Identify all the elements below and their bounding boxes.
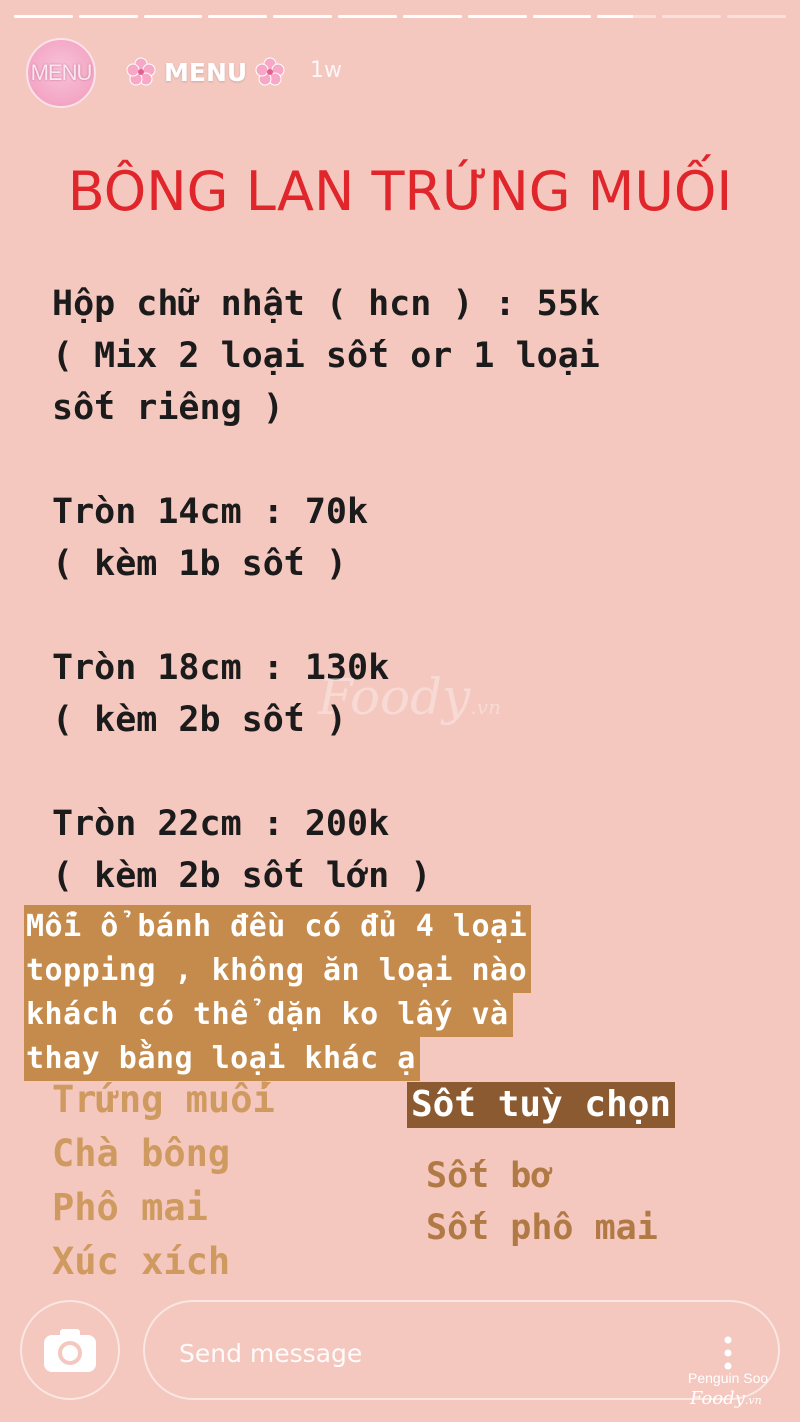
foody-watermark — [318, 668, 501, 726]
price-line: Tròn 18cm : 130k — [52, 648, 390, 688]
progress-fill — [468, 15, 527, 18]
send-message-field[interactable] — [143, 1300, 780, 1400]
topping-note — [24, 905, 531, 1081]
watermark-suffix: .vn — [470, 695, 501, 719]
foody-logo — [690, 1388, 762, 1409]
note-line: thay bằng loại khác ạ — [24, 1037, 420, 1081]
topping-item: Chà bông — [52, 1132, 231, 1175]
note-line: khách có thể dặn ko lấy và — [24, 993, 513, 1037]
story-username[interactable] — [126, 52, 285, 92]
avatar-text: MENU — [30, 60, 92, 85]
foody-logo-suffix: .vn — [744, 1394, 762, 1407]
price-list — [52, 278, 792, 902]
price-line: ( kèm 2b sốt lớn ) — [52, 856, 432, 896]
camera-icon — [43, 1327, 97, 1373]
topping-item: Xúc xích — [52, 1240, 231, 1283]
sauce-list — [426, 1150, 658, 1254]
progress-segment — [79, 15, 138, 18]
progress-segment — [403, 15, 462, 18]
progress-segment — [727, 15, 786, 18]
photo-credit: Penguin Soo — [688, 1370, 769, 1386]
spacer — [52, 434, 792, 486]
price-line: ( Mix 2 loại sốt or 1 loại — [52, 336, 600, 376]
story-username-label: MENU — [164, 57, 248, 87]
progress-fill — [403, 15, 462, 18]
profile-avatar[interactable] — [26, 38, 96, 108]
price-line: Hộp chữ nhật ( hcn ) : 55k — [52, 284, 600, 324]
watermark-brand: Foody — [318, 668, 471, 726]
progress-segment — [144, 15, 203, 18]
progress-segment — [273, 15, 332, 18]
story-timestamp: 1w — [310, 58, 342, 83]
topping-item: Phô mai — [52, 1186, 208, 1229]
progress-segment — [208, 15, 267, 18]
progress-segment — [468, 15, 527, 18]
progress-segment — [338, 15, 397, 18]
price-line: sốt riêng ) — [52, 388, 284, 428]
cherry-blossom-icon — [255, 57, 285, 87]
sauce-item: Sốt bơ — [426, 1156, 553, 1196]
progress-fill — [273, 15, 332, 18]
camera-button[interactable] — [20, 1300, 120, 1400]
story-progress-bar — [14, 15, 786, 18]
topping-list — [52, 1073, 275, 1289]
cherry-blossom-icon — [126, 57, 156, 87]
note-line: Mỗi ổ bánh đều có đủ 4 loại — [24, 905, 531, 949]
progress-segment — [533, 15, 592, 18]
progress-segment — [597, 15, 656, 18]
progress-fill — [597, 15, 632, 18]
progress-segment — [662, 15, 721, 18]
price-line: Tròn 14cm : 70k — [52, 492, 369, 532]
progress-fill — [533, 15, 592, 18]
more-vertical-icon[interactable] — [716, 1334, 740, 1374]
sauce-heading: Sốt tuỳ chọn — [407, 1082, 675, 1128]
progress-fill — [79, 15, 138, 18]
foody-logo-text: Foody — [690, 1388, 745, 1409]
price-line: ( kèm 1b sốt ) — [52, 544, 348, 584]
message-input[interactable] — [177, 1332, 701, 1374]
spacer — [52, 746, 792, 798]
progress-fill — [14, 15, 73, 18]
spacer — [52, 590, 792, 642]
price-line: Tròn 22cm : 200k — [52, 804, 390, 844]
price-line: ( kèm 2b sốt ) — [52, 700, 348, 740]
progress-segment — [14, 15, 73, 18]
topping-item: Trứng muối — [52, 1078, 275, 1121]
sauce-item: Sốt phô mai — [426, 1208, 658, 1248]
progress-fill — [144, 15, 203, 18]
progress-fill — [208, 15, 267, 18]
progress-fill — [338, 15, 397, 18]
menu-title: BÔNG LAN TRỨNG MUỐI — [67, 160, 733, 223]
note-line: topping , không ăn loại nào — [24, 949, 531, 993]
